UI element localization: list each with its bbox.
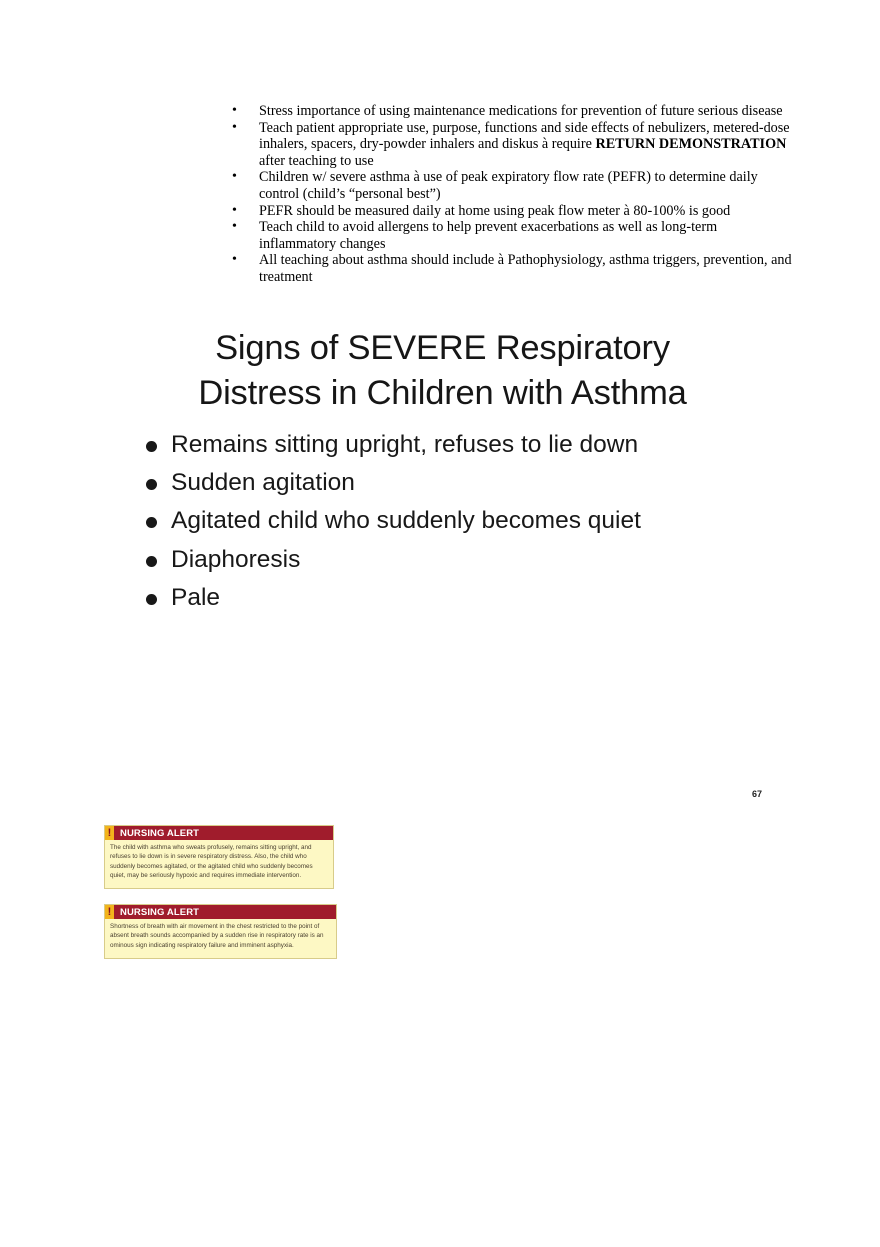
nursing-alert-box [104, 825, 334, 889]
exclamation-icon: ! [105, 905, 114, 919]
exclamation-icon: ! [105, 826, 114, 840]
page-number: 67 [752, 789, 763, 799]
teaching-bullet-list [232, 103, 792, 286]
sign-item: Pale [146, 579, 641, 617]
bullet-text: after teaching to use [259, 152, 374, 169]
nursing-alert-heading: NURSING ALERT [120, 906, 200, 918]
bullet-text: Teach patient appropriate use, purpose, functions and side effects of nebulizers, metered-dose inhalers, spacers, dry-powder inhalers and diskus à require [259, 119, 790, 153]
nursing-alert-box [104, 904, 337, 959]
bullet-item: • PEFR should be measured daily at home using peak flow meter à 80-100% is good [232, 203, 792, 220]
sign-item: Sudden agitation [146, 464, 641, 502]
sign-item: Diaphoresis [146, 541, 641, 579]
nursing-alert-header [105, 826, 333, 840]
bullet-item: • Stress importance of using maintenance medications for prevention of future serious disease [232, 103, 792, 120]
severe-signs-list [146, 426, 641, 617]
slide-title [150, 326, 735, 415]
nursing-alert-header [105, 905, 336, 919]
sign-item: Remains sitting upright, refuses to lie down [146, 426, 641, 464]
bullet-bold-text: RETURN DEMONSTRATION [595, 136, 787, 153]
nursing-alert-text: Shortness of breath with air movement in the chest restricted to the point of absent breath sounds accompanied by a sudden rise in respiratory rate is an ominous sign indicating respiratory failure and imminent asphyxia. [110, 923, 324, 949]
nursing-alert-heading: NURSING ALERT [120, 827, 200, 839]
bullet-item: • Teach child to avoid allergens to help prevent exacerbations as well as long-term inflammatory changes [232, 219, 792, 252]
bullet-item: • All teaching about asthma should include à Pathophysiology, asthma triggers, prevention, and treatment [232, 252, 792, 285]
bullet-item: • Children w/ severe asthma à use of peak expiratory flow rate (PEFR) to determine daily control (child’s “personal best”) [232, 169, 792, 202]
nursing-alert-text: The child with asthma who sweats profusely, remains sitting upright, and refuses to lie down is in severe respiratory distress. Also, the child who suddenly becomes agitated, or the agitated child who suddenly becomes quiet, may be seriously hypoxic and requires immediate intervention. [110, 844, 313, 880]
slide-title-line: Signs of SEVERE Respiratory [215, 329, 670, 367]
bullet-item [232, 120, 792, 170]
sign-item: Agitated child who suddenly becomes quiet [146, 502, 641, 540]
slide-title-line: Distress in Children with Asthma [198, 373, 687, 412]
